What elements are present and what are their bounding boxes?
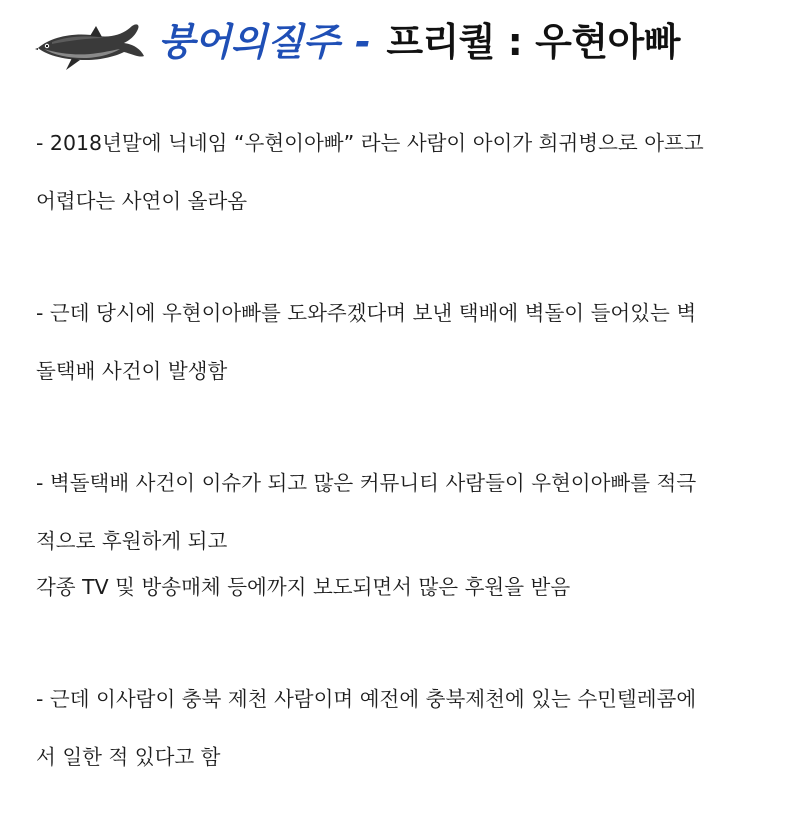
text-line: 돌택배 사건이 발생함 (36, 359, 228, 383)
title-separator: - (355, 20, 371, 64)
header (0, 0, 800, 80)
text-line: - 근데 이사람이 충북 제천 사람이며 예전에 충북제천에 있는 수민텔레콤에 (36, 687, 697, 711)
title-main: 붕어의질주 (158, 20, 340, 64)
carp-fish-icon (32, 14, 150, 72)
text-line: - 근데 당시에 우현이아빠를 도와주겠다며 보낸 택배에 벽돌이 들어있는 벽 (36, 301, 697, 325)
text-line: 적으로 후원하게 되고 (36, 529, 228, 553)
text-line: - 벽돌택배 사건이 이슈가 되고 많은 커뮤니티 사람들이 우현이아빠를 적극 (36, 471, 697, 495)
title-sub: 프리퀄 : 우현아빠 (386, 20, 680, 64)
text-line: 서 일한 적 있다고 함 (36, 745, 221, 769)
text-line: 어렵다는 사연이 올라옴 (36, 189, 248, 213)
article-body (36, 128, 776, 772)
paragraph (36, 298, 776, 386)
paragraph (36, 128, 776, 216)
text-line: 각종 TV 및 방송매체 등에까지 보도되면서 많은 후원을 받음 (36, 575, 571, 599)
page-title (158, 12, 680, 72)
paragraph (36, 684, 776, 772)
paragraph (36, 468, 776, 602)
text-line: - 2018년말에 닉네임 “우현이아빠” 라는 사람이 아이가 희귀병으로 아프고 (36, 131, 704, 155)
